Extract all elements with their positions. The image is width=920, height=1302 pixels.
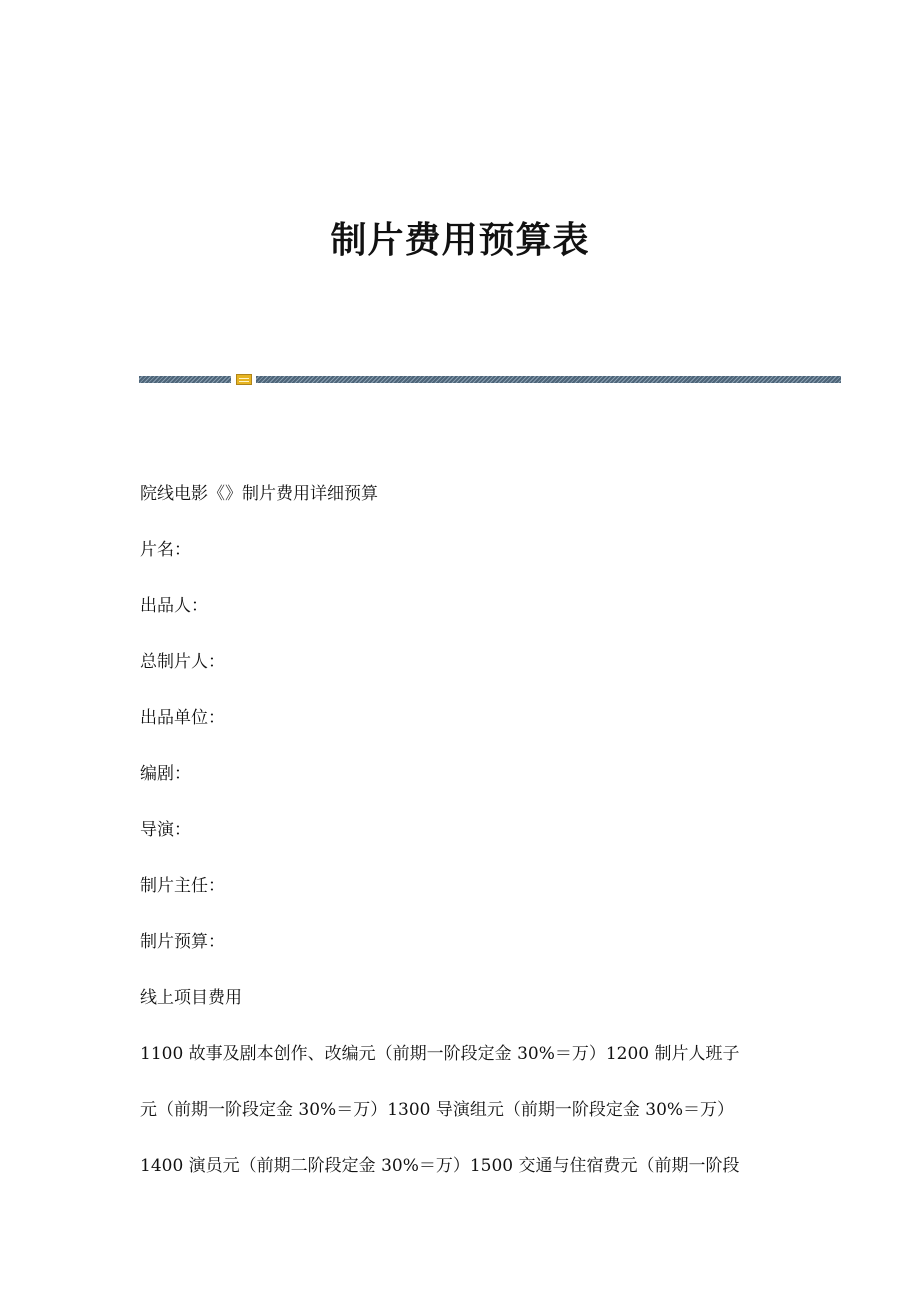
field-director: 导演： — [140, 820, 191, 840]
document-title: 制片费用预算表 — [330, 219, 590, 261]
field-production-company: 出品单位： — [140, 708, 225, 728]
field-production-budget: 制片预算： — [140, 932, 225, 952]
title-divider — [139, 374, 841, 385]
field-executive-producer: 总制片人： — [140, 652, 225, 672]
section-above-the-line: 线上项目费用 — [140, 988, 242, 1008]
envelope-icon — [236, 374, 252, 385]
field-producer: 出品人： — [140, 596, 208, 616]
cost-items-line-2: 元（前期一阶段定金 30%＝万）1300 导演组元（前期一阶段定金 30%＝万） — [140, 1100, 735, 1120]
cost-items-line-3: 1400 演员元（前期二阶段定金 30%＝万）1500 交通与住宿费元（前期一阶段 — [140, 1156, 740, 1176]
divider-bar-right — [256, 376, 841, 383]
field-film-title: 片名： — [140, 540, 191, 560]
divider-bar-left — [139, 376, 231, 383]
cost-items-line-1: 1100 故事及剧本创作、改编元（前期一阶段定金 30%＝万）1200 制片人班子 — [140, 1044, 740, 1064]
field-production-manager: 制片主任： — [140, 876, 225, 896]
budget-heading: 院线电影《》制片费用详细预算 — [140, 484, 378, 504]
document-body — [140, 466, 780, 1194]
field-screenwriter: 编剧： — [140, 764, 191, 784]
